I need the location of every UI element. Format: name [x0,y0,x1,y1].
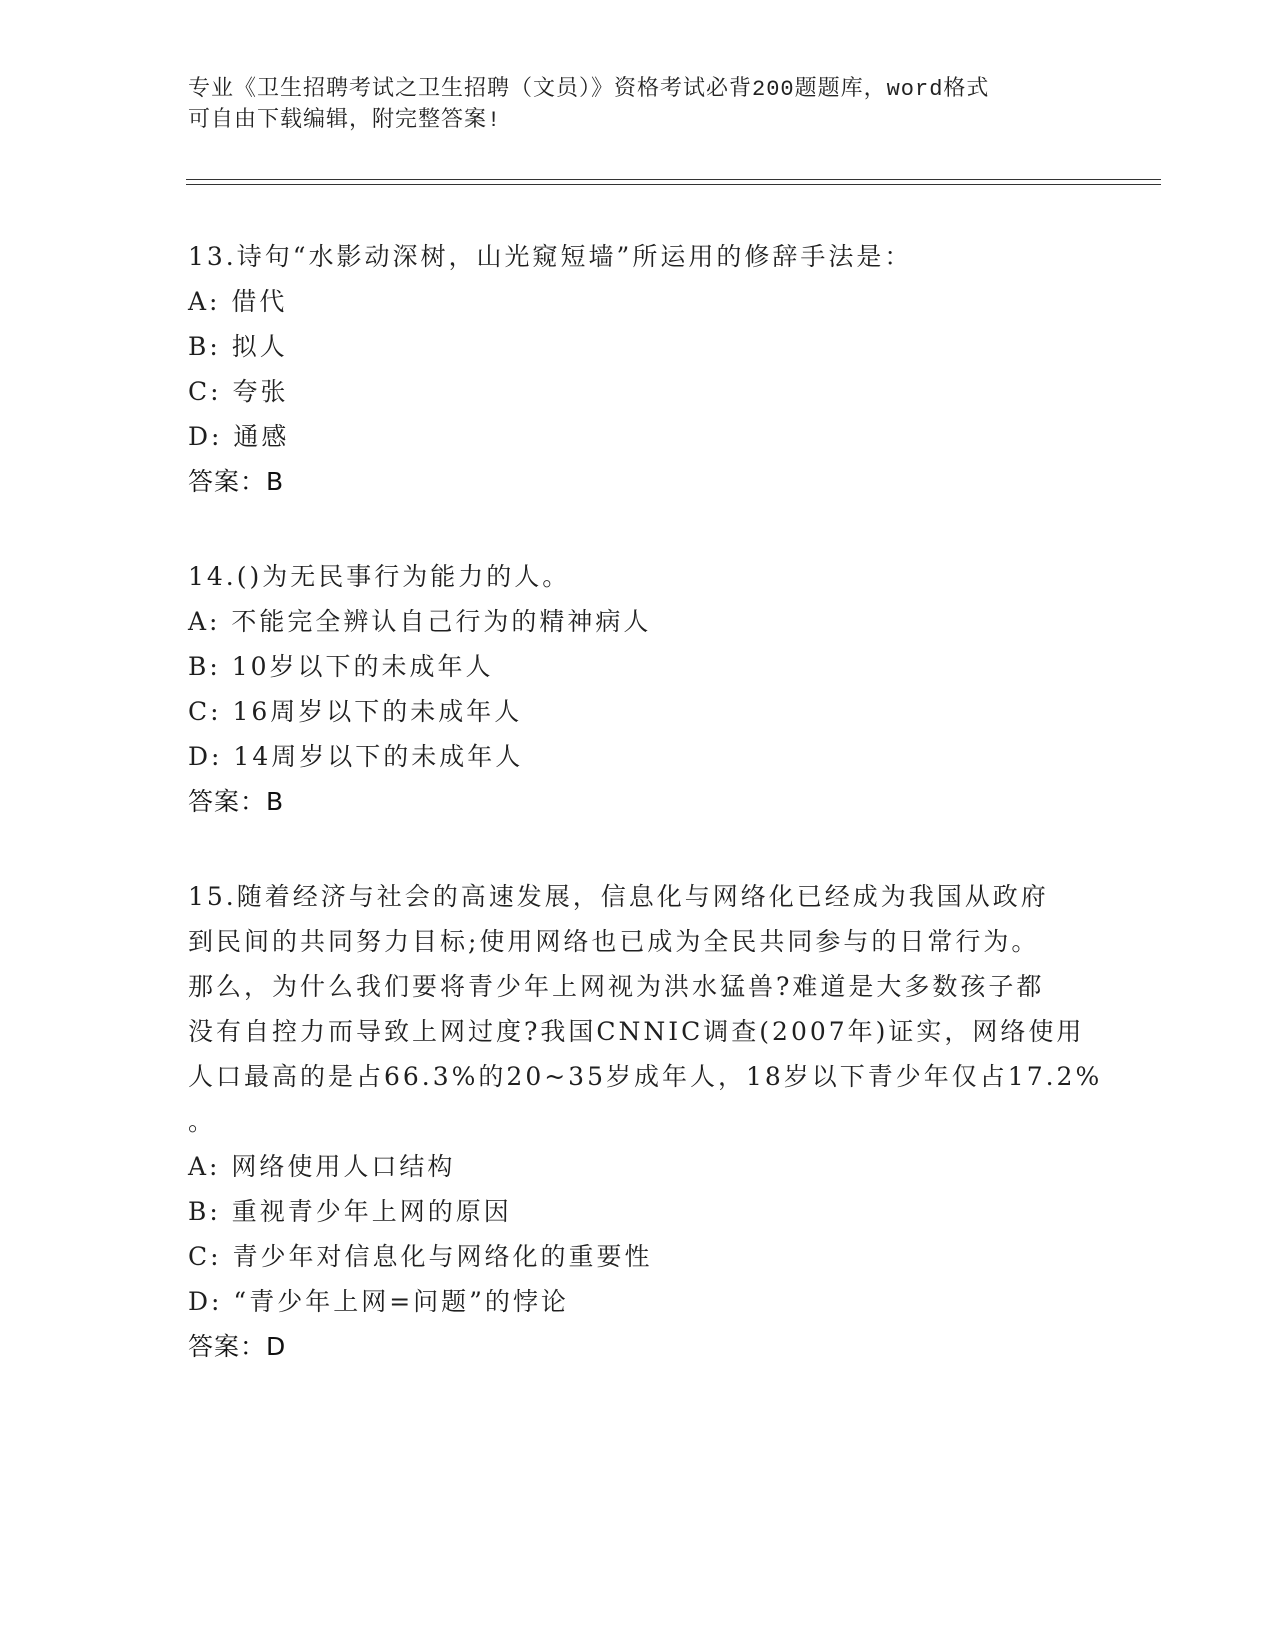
question-stem-line: 那么，为什么我们要将青少年上网视为洪水猛兽?难道是大多数孩子都 [188,972,1045,1001]
question-stem: 13.诗句“水影动深树，山光窥短墙”所运用的修辞手法是： [188,242,913,271]
header-divider-bottom [186,184,1161,185]
document-header [188,74,1068,136]
option-a: A: 借代 [188,287,288,316]
option-b: B: 拟人 [188,332,288,361]
question-stem: 14.()为无民事行为能力的人。 [188,562,571,591]
question-stem-line: 到民间的共同努力目标;使用网络也已成为全民共同参与的日常行为。 [188,927,1040,956]
header-title-line-1: 专业《卫生招聘考试之卫生招聘（文员）》资格考试必背200题题库，word格式 [188,77,990,102]
option-c: C: 16周岁以下的未成年人 [188,697,523,726]
answer-line: 答案：B [188,467,285,496]
option-b: B: 重视青少年上网的原因 [188,1197,512,1226]
question-stem-line: 。 [188,1107,217,1136]
option-c: C: 青少年对信息化与网络化的重要性 [188,1242,653,1271]
option-a: A: 不能完全辨认自己行为的精神病人 [188,607,652,636]
question-stem [188,874,1103,1144]
question-stem-line: 没有自控力而导致上网过度?我国CNNIC调查(2007年)证实，网络使用 [188,1017,1085,1046]
option-a: A: 网络使用人口结构 [188,1152,456,1181]
answer-line: 答案：B [188,787,285,816]
question-13 [188,234,1088,504]
question-15 [188,874,1103,1369]
option-b: B: 10岁以下的未成年人 [188,652,494,681]
question-stem-line: 人口最高的是占66.3%的20~35岁成年人，18岁以下青少年仅占17.2% [188,1062,1103,1091]
header-title-line-2: 可自由下载编辑，附完整答案! [188,108,502,133]
question-14 [188,554,1088,824]
option-d: D: 14周岁以下的未成年人 [188,742,524,771]
answer-line: 答案：D [188,1332,287,1361]
option-c: C: 夸张 [188,377,289,406]
option-d: D: “青少年上网=问题”的悖论 [188,1287,569,1316]
option-d: D: 通感 [188,422,290,451]
header-divider-top [186,179,1161,180]
question-stem-line: 15.随着经济与社会的高速发展，信息化与网络化已经成为我国从政府 [188,882,1049,911]
